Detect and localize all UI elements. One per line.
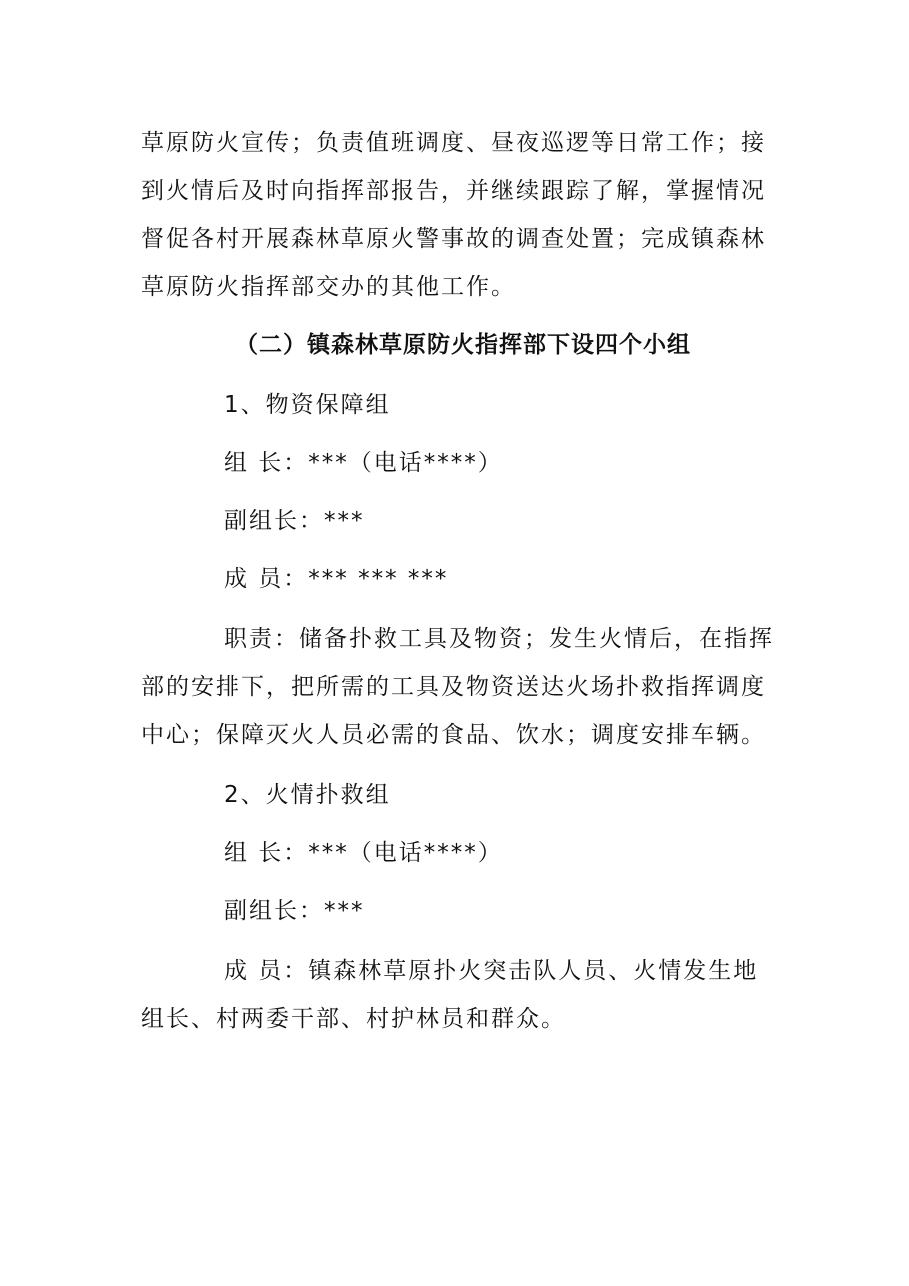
group1-duty-line-1: 职责：储备扑救工具及物资；发生火情后，在指挥 [224,626,774,652]
section-heading: （二）镇森林草原防火指挥部下设四个小组 [235,332,691,358]
group1-leader: 组 长：***（电话****） [224,450,503,476]
group2-leader: 组 长：***（电话****） [224,840,503,866]
group2-deputy: 副组长：*** [224,898,365,924]
group1-duty-line-3: 中心；保障灭火人员必需的食品、饮水；调度安排车辆。 [141,722,766,748]
intro-line-4: 草原防火指挥部交办的其他工作。 [141,274,516,300]
group1-members: 成 员：*** *** *** [224,566,449,592]
group2-members-line-1: 成 员：镇森林草原扑火突击队人员、火情发生地 [224,958,759,984]
intro-line-1: 草原防火宣传；负责值班调度、昼夜巡逻等日常工作；接 [141,130,766,156]
group1-duty-line-2: 部的安排下，把所需的工具及物资送达火场扑救指挥调度 [141,674,766,700]
group2-members-line-2: 组长、村两委干部、村护林员和群众。 [141,1006,566,1032]
intro-line-3: 督促各村开展森林草原火警事故的调查处置；完成镇森林 [141,226,766,252]
group1-title: 1、物资保障组 [224,392,391,418]
group2-title: 2、火情扑救组 [224,782,391,808]
intro-line-2: 到火情后及时向指挥部报告，并继续跟踪了解，掌握情况 [141,178,766,204]
group1-deputy: 副组长：*** [224,508,365,534]
